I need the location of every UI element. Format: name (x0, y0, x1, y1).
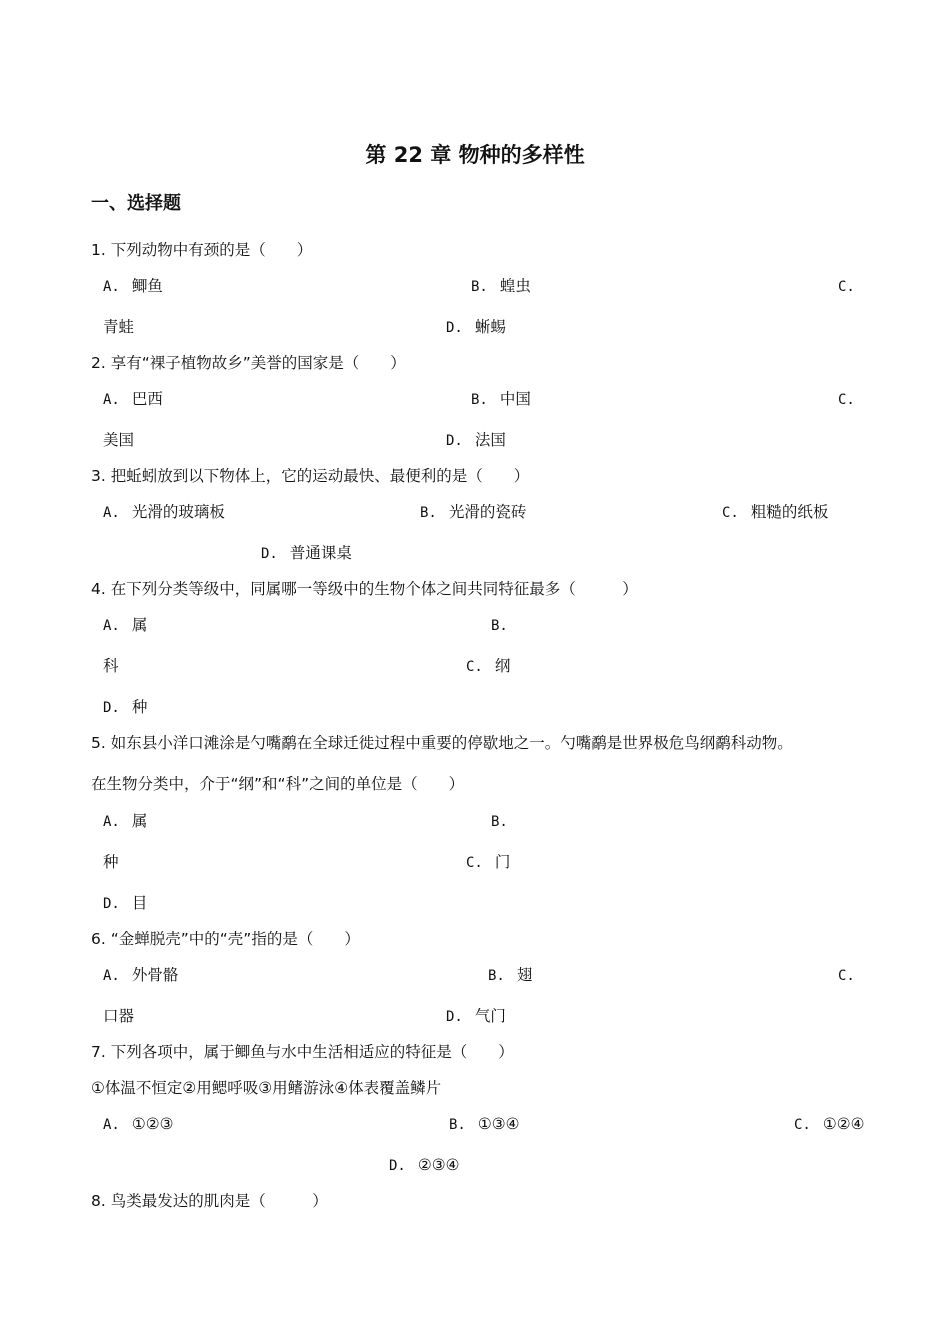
question-2-option-c-text[interactable]: 美国 (103, 431, 135, 449)
question-1-option-c-label[interactable]: C. (838, 279, 855, 295)
question-5-option-b-label[interactable]: B. (491, 814, 508, 830)
question-3-option-a[interactable]: A. 光滑的玻璃板 (103, 503, 225, 521)
question-4-option-c[interactable]: C. 纲 (466, 657, 511, 675)
question-3-option-d[interactable]: D. 普通课桌 (261, 544, 352, 562)
question-2-option-a[interactable]: A. 巴西 (103, 390, 163, 408)
question-2-stem: 2. 享有“裸子植物故乡”美誉的国家是（ ） (91, 354, 406, 372)
question-6-option-c-text[interactable]: 口器 (103, 1007, 135, 1025)
question-6-option-d[interactable]: D. 气门 (446, 1007, 506, 1025)
question-1-option-b[interactable]: B. 蝗虫 (471, 277, 531, 295)
question-7-option-c[interactable]: C. ①②④ (794, 1115, 865, 1133)
question-6-stem: 6. “金蝉脱壳”中的“壳”指的是（ ） (91, 930, 360, 948)
question-1-option-c-text[interactable]: 青蛙 (103, 318, 135, 336)
question-5-option-a[interactable]: A. 属 (103, 812, 148, 830)
question-5-option-b-text[interactable]: 种 (103, 853, 119, 871)
question-1-stem: 1. 下列动物中有颈的是（ ） (91, 241, 313, 259)
question-1-option-d[interactable]: D. 蜥蜴 (446, 318, 506, 336)
question-3-option-c[interactable]: C. 粗糙的纸板 (722, 503, 829, 521)
question-2-option-b[interactable]: B. 中国 (471, 390, 531, 408)
question-1-option-a[interactable]: A. 鲫鱼 (103, 277, 163, 295)
question-3-stem: 3. 把蚯蚓放到以下物体上，它的运动最快、最便利的是（ ） (91, 467, 530, 485)
question-4-stem: 4. 在下列分类等级中，同属哪一等级中的生物个体之间共同特征最多（ ） (91, 580, 638, 598)
question-5-option-c[interactable]: C. 门 (466, 853, 511, 871)
question-4-option-b-text[interactable]: 科 (103, 657, 119, 675)
question-7-option-b[interactable]: B. ①③④ (449, 1115, 520, 1133)
question-5-option-d[interactable]: D. 目 (103, 894, 148, 912)
question-5-stem: 5. 如东县小洋口滩涂是勺嘴鹬在全球迁徙过程中重要的停歇地之一。勺嘴鹬是世界极危鸟纲鹬科动物。 (91, 734, 793, 752)
question-6-option-b[interactable]: B. 翅 (488, 966, 533, 984)
question-6-option-c-label[interactable]: C. (838, 968, 855, 984)
section-heading: 一、选择题 (91, 193, 181, 214)
question-6-option-a[interactable]: A. 外骨骼 (103, 966, 179, 984)
question-8-stem: 8. 鸟类最发达的肌肉是（ ） (91, 1192, 328, 1210)
question-2-option-d[interactable]: D. 法国 (446, 431, 506, 449)
question-4-option-d[interactable]: D. 种 (103, 698, 148, 716)
question-7-option-a[interactable]: A. ①②③ (103, 1115, 174, 1133)
question-7-option-d[interactable]: D. ②③④ (389, 1156, 460, 1174)
question-4-option-b-label[interactable]: B. (491, 618, 508, 634)
question-7-stem-line2: ①体温不恒定②用鳃呼吸③用鳍游泳④体表覆盖鳞片 (91, 1079, 442, 1097)
question-4-option-a[interactable]: A. 属 (103, 616, 148, 634)
page-title: 第 22 章 物种的多样性 (365, 143, 585, 167)
question-2-option-c-label[interactable]: C. (838, 392, 855, 408)
question-7-stem: 7. 下列各项中，属于鲫鱼与水中生活相适应的特征是（ ） (91, 1043, 514, 1061)
question-3-option-b[interactable]: B. 光滑的瓷砖 (420, 503, 527, 521)
question-5-stem-line2: 在生物分类中，介于“纲”和“科”之间的单位是（ ） (91, 775, 465, 793)
